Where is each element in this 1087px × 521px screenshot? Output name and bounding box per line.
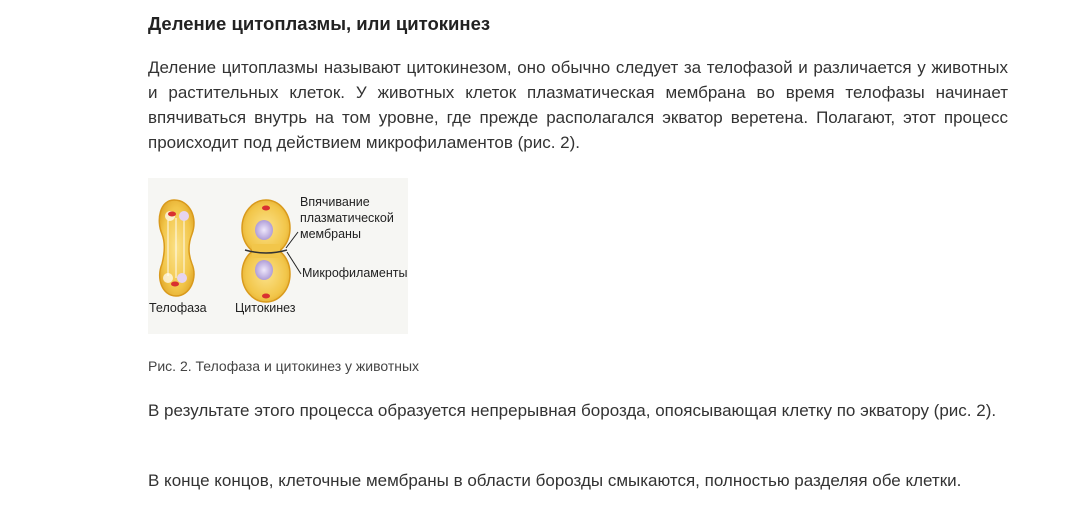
figure-telophase-cytokinesis [148,178,408,334]
cytokinesis-cell [242,200,290,302]
label-telophase: Телофаза [149,301,207,315]
label-invagination-line1: Впячивание [300,195,370,209]
label-invagination-line3: мембраны [300,227,361,241]
figure-caption: Рис. 2. Телофаза и цитокинез у животных [148,358,420,374]
label-microfilaments: Микрофиламенты [302,266,408,280]
label-cytokinesis: Цитокинез [235,301,296,315]
paragraph-separation: В конце концов, клеточные мембраны в области борозды смыкаются, полностью разделяя обе клетки. [148,471,962,490]
paragraph-furrow: В результате этого процесса образуется непрерывная борозда, опоясывающая клетку по экватору (рис. 2). [148,401,997,420]
paragraph-cytokinesis-intro: Деление цитоплазмы называют цитокинезом, оно обычно следует за телофазой и различается у животных и растительных клеток. У животных клеток плазматическая мембрана во время телофазы начинает впячиваться внутрь на том уровне, где прежде располагался экватор веретена. Полагают, этот процесс происходит под действием микрофиламентов (рис. 2). [148,58,1008,152]
label-invagination-line2: плазматической [300,211,394,225]
section-title: Деление цитоплазмы, или цитокинез [148,13,491,34]
telophase-cell [159,200,194,296]
